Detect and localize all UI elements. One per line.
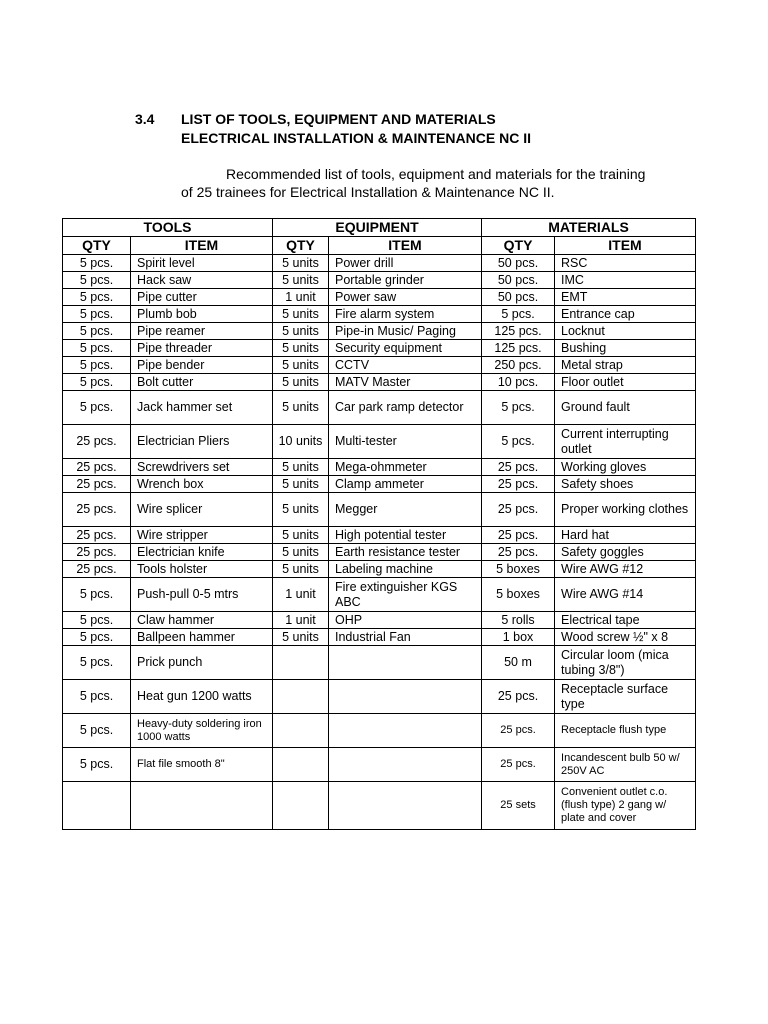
equipment-item-cell [329,646,482,680]
tools-item-cell: Electrician Pliers [131,425,273,459]
equipment-item-cell: Fire alarm system [329,306,482,323]
materials-item-cell: Hard hat [555,527,696,544]
materials-item-cell: Wood screw ½" x 8 [555,629,696,646]
tools-item-cell: Push-pull 0-5 mtrs [131,578,273,612]
tools-item-cell: Pipe reamer [131,323,273,340]
equipment-item-cell: Labeling machine [329,561,482,578]
group-header-tools: TOOLS [63,219,273,237]
tools-qty-cell: 5 pcs. [63,629,131,646]
materials-item-cell: Ground fault [555,391,696,425]
materials-item-cell: Electrical tape [555,612,696,629]
materials-item-cell: Floor outlet [555,374,696,391]
table-row [63,646,696,680]
materials-item-cell: Entrance cap [555,306,696,323]
tools-item-cell: Pipe threader [131,340,273,357]
equipment-item-cell [329,680,482,714]
section-title-line-2: ELECTRICAL INSTALLATION & MAINTENANCE NC II [181,130,531,146]
tools-qty-cell: 25 pcs. [63,527,131,544]
equipment-qty-cell: 5 units [273,323,329,340]
tools-item-cell: Ballpeen hammer [131,629,273,646]
tools-qty-cell: 5 pcs. [63,272,131,289]
materials-qty-cell: 125 pcs. [482,340,555,357]
equipment-item-cell: Power saw [329,289,482,306]
materials-item-cell: Receptacle flush type [555,714,696,748]
equipment-item-cell: MATV Master [329,374,482,391]
equipment-item-cell: Power drill [329,255,482,272]
intro-line-2: of 25 trainees for Electrical Installation & Maintenance NC II. [181,184,555,200]
materials-qty-cell: 25 pcs. [482,714,555,748]
table-row [63,493,696,527]
table-row [63,527,696,544]
tools-qty-cell: 5 pcs. [63,306,131,323]
tools-qty-cell: 5 pcs. [63,578,131,612]
section-number: 3.4 [135,111,155,127]
table-row [63,391,696,425]
equipment-item-cell: Pipe-in Music/ Paging [329,323,482,340]
equipment-qty-cell [273,714,329,748]
tools-qty-cell: 25 pcs. [63,459,131,476]
tools-item-header: ITEM [131,237,273,255]
tools-qty-cell: 25 pcs. [63,561,131,578]
materials-qty-cell: 50 m [482,646,555,680]
equipment-item-header: ITEM [329,237,482,255]
materials-item-cell: RSC [555,255,696,272]
equipment-qty-cell: 5 units [273,272,329,289]
table-row [63,544,696,561]
materials-qty-cell: 5 pcs. [482,306,555,323]
tools-item-cell: Wrench box [131,476,273,493]
materials-qty-cell: 5 boxes [482,578,555,612]
section-title-line-1: LIST OF TOOLS, EQUIPMENT AND MATERIALS [181,111,496,127]
intro-paragraph [181,165,701,201]
materials-qty-cell: 50 pcs. [482,289,555,306]
tools-item-cell: Spirit level [131,255,273,272]
tools-item-cell: Plumb bob [131,306,273,323]
materials-qty-cell: 10 pcs. [482,374,555,391]
materials-item-cell: Proper working clothes [555,493,696,527]
table-row [63,323,696,340]
equipment-qty-cell: 1 unit [273,612,329,629]
materials-qty-cell: 5 pcs. [482,425,555,459]
materials-qty-cell: 25 pcs. [482,459,555,476]
tools-qty-cell: 5 pcs. [63,680,131,714]
tools-item-cell: Screwdrivers set [131,459,273,476]
tools-item-cell: Heavy-duty soldering iron 1000 watts [131,714,273,748]
equipment-item-cell [329,782,482,830]
table-row [63,561,696,578]
materials-item-cell: Working gloves [555,459,696,476]
materials-qty-cell: 5 boxes [482,561,555,578]
equipment-item-cell: High potential tester [329,527,482,544]
tools-qty-cell: 5 pcs. [63,391,131,425]
tools-qty-cell: 5 pcs. [63,374,131,391]
materials-item-cell: Wire AWG #14 [555,578,696,612]
equipment-item-cell: Multi-tester [329,425,482,459]
materials-qty-cell: 125 pcs. [482,323,555,340]
table-row [63,255,696,272]
tools-qty-cell: 5 pcs. [63,714,131,748]
tools-item-cell: Claw hammer [131,612,273,629]
group-header-equipment: EQUIPMENT [273,219,482,237]
group-header-materials: MATERIALS [482,219,696,237]
equipment-item-cell [329,748,482,782]
tools-qty-cell: 5 pcs. [63,289,131,306]
materials-item-cell: Metal strap [555,357,696,374]
table-row [63,578,696,612]
table-row [63,357,696,374]
materials-qty-cell: 5 rolls [482,612,555,629]
tools-item-cell: Wire splicer [131,493,273,527]
table-row [63,306,696,323]
tools-qty-cell: 5 pcs. [63,646,131,680]
materials-item-cell: Convenient outlet c.o. (flush type) 2 gang w/ plate and cover [555,782,696,830]
equipment-item-cell: Earth resistance tester [329,544,482,561]
materials-item-cell: EMT [555,289,696,306]
tools-item-cell: Heat gun 1200 watts [131,680,273,714]
materials-item-cell: Receptacle surface type [555,680,696,714]
tools-qty-cell: 5 pcs. [63,357,131,374]
equipment-qty-cell: 5 units [273,340,329,357]
equipment-qty-cell: 5 units [273,357,329,374]
table-row [63,629,696,646]
table-row [63,425,696,459]
materials-qty-cell: 50 pcs. [482,255,555,272]
materials-qty-cell: 5 pcs. [482,391,555,425]
materials-item-cell: Circular loom (mica tubing 3/8") [555,646,696,680]
intro-line-1: Recommended list of tools, equipment and materials for the training [226,166,646,182]
materials-qty-cell: 25 pcs. [482,544,555,561]
tools-qty-cell [63,782,131,830]
table-row [63,340,696,357]
equipment-item-cell: Mega-ohmmeter [329,459,482,476]
materials-item-cell: Locknut [555,323,696,340]
materials-qty-cell: 250 pcs. [482,357,555,374]
equipment-qty-cell [273,748,329,782]
equipment-qty-cell: 10 units [273,425,329,459]
tools-item-cell: Pipe cutter [131,289,273,306]
tools-qty-cell: 5 pcs. [63,255,131,272]
tools-qty-cell: 25 pcs. [63,425,131,459]
table-row [63,612,696,629]
table-row [63,680,696,714]
equipment-qty-cell: 1 unit [273,578,329,612]
materials-qty-cell: 50 pcs. [482,272,555,289]
tools-equipment-materials-table [62,218,696,830]
tools-item-cell: Flat file smooth 8" [131,748,273,782]
equipment-qty-cell: 5 units [273,391,329,425]
equipment-qty-header: QTY [273,237,329,255]
equipment-item-cell: Megger [329,493,482,527]
equipment-qty-cell: 5 units [273,544,329,561]
tools-item-cell: Hack saw [131,272,273,289]
materials-item-cell: Bushing [555,340,696,357]
equipment-item-cell: Portable grinder [329,272,482,289]
materials-item-cell: Incandescent bulb 50 w/ 250V AC [555,748,696,782]
table-row [63,714,696,748]
equipment-item-cell: Industrial Fan [329,629,482,646]
materials-qty-cell: 25 sets [482,782,555,830]
equipment-qty-cell: 5 units [273,374,329,391]
table-row [63,272,696,289]
materials-qty-cell: 25 pcs. [482,680,555,714]
equipment-qty-cell: 5 units [273,459,329,476]
equipment-item-cell: Clamp ammeter [329,476,482,493]
materials-qty-cell: 25 pcs. [482,527,555,544]
tools-item-cell: Wire stripper [131,527,273,544]
tools-item-cell: Bolt cutter [131,374,273,391]
equipment-qty-cell [273,646,329,680]
table-row [63,748,696,782]
tools-item-cell: Tools holster [131,561,273,578]
materials-qty-cell: 25 pcs. [482,748,555,782]
table-row [63,782,696,830]
tools-item-cell: Prick punch [131,646,273,680]
equipment-qty-cell: 1 unit [273,289,329,306]
equipment-qty-cell [273,782,329,830]
equipment-qty-cell: 5 units [273,255,329,272]
tools-item-cell: Pipe bender [131,357,273,374]
table-row [63,459,696,476]
equipment-item-cell: Security equipment [329,340,482,357]
tools-qty-cell: 25 pcs. [63,476,131,493]
tools-item-cell [131,782,273,830]
materials-item-cell: Safety shoes [555,476,696,493]
tools-qty-cell: 25 pcs. [63,544,131,561]
tools-qty-cell: 5 pcs. [63,612,131,629]
equipment-qty-cell: 5 units [273,629,329,646]
materials-item-cell: Wire AWG #12 [555,561,696,578]
materials-qty-cell: 25 pcs. [482,476,555,493]
tools-qty-cell: 5 pcs. [63,748,131,782]
equipment-qty-cell: 5 units [273,306,329,323]
materials-item-header: ITEM [555,237,696,255]
equipment-item-cell: Fire extinguisher KGS ABC [329,578,482,612]
tools-qty-header: QTY [63,237,131,255]
materials-qty-cell: 1 box [482,629,555,646]
materials-qty-cell: 25 pcs. [482,493,555,527]
tools-item-cell: Electrician knife [131,544,273,561]
equipment-item-cell: CCTV [329,357,482,374]
materials-item-cell: IMC [555,272,696,289]
tools-qty-cell: 5 pcs. [63,323,131,340]
table-row [63,476,696,493]
table-row [63,289,696,306]
tools-item-cell: Jack hammer set [131,391,273,425]
equipment-item-cell [329,714,482,748]
materials-item-cell: Safety goggles [555,544,696,561]
materials-item-cell: Current interrupting outlet [555,425,696,459]
equipment-item-cell: OHP [329,612,482,629]
equipment-qty-cell: 5 units [273,493,329,527]
equipment-item-cell: Car park ramp detector [329,391,482,425]
tools-qty-cell: 25 pcs. [63,493,131,527]
equipment-qty-cell: 5 units [273,561,329,578]
tools-qty-cell: 5 pcs. [63,340,131,357]
equipment-qty-cell [273,680,329,714]
equipment-qty-cell: 5 units [273,527,329,544]
table-row [63,374,696,391]
materials-qty-header: QTY [482,237,555,255]
equipment-qty-cell: 5 units [273,476,329,493]
